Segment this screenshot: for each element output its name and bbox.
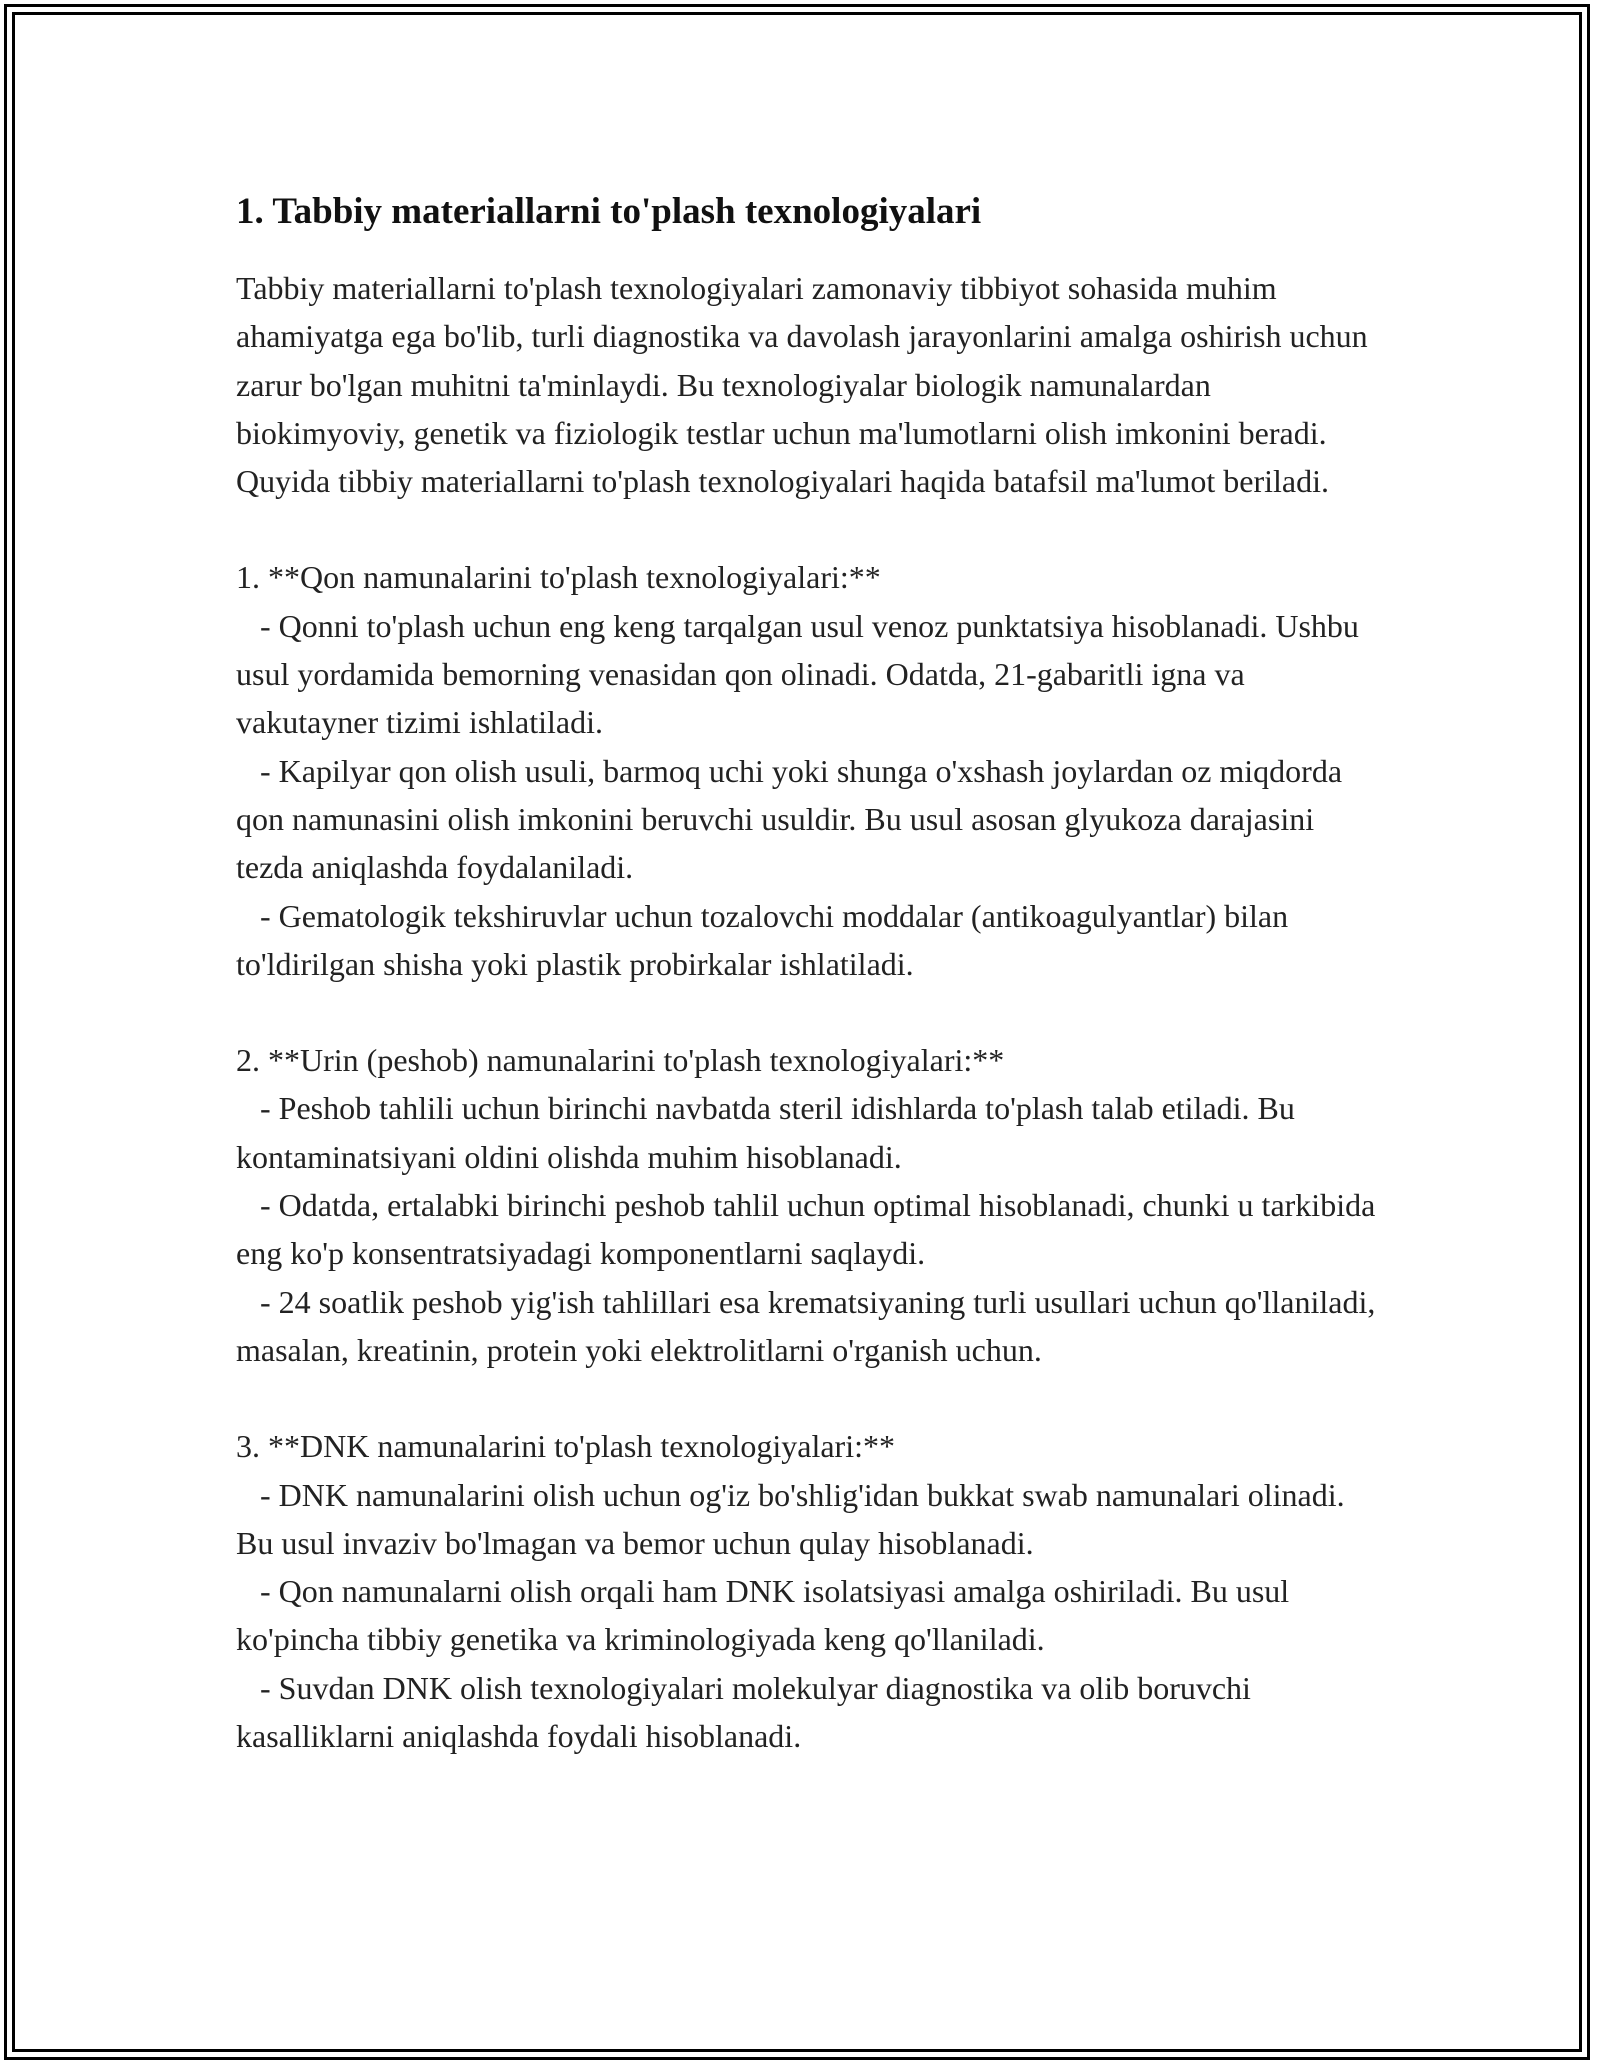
spacer bbox=[236, 505, 1386, 553]
spacer bbox=[236, 988, 1386, 1036]
list-title: 1. **Qon namunalarini to'plash texnologiyalari:** bbox=[236, 559, 881, 596]
list-title: 3. **DNK namunalarini to'plash texnologiyalari:** bbox=[236, 1428, 895, 1465]
list-item: - Kapilyar qon olish usuli, barmoq uchi yoki shunga o'xshash joylardan oz miqdorda qon namunasini olish imkonini beruvchi usuldir. Bu usul asosan glyukoza darajasini tezda aniqlashda foydalaniladi. bbox=[236, 752, 1351, 886]
list-item: - Peshob tahlili uchun birinchi navbatda steril idishlarda to'plash talab etiladi. Bu kontaminatsiyani oldini olishda muhim hisoblanadi. bbox=[236, 1090, 1303, 1175]
section-dna bbox=[236, 1422, 1386, 1760]
list-item: - Qonni to'plash uchun eng keng tarqalgan usul venoz punktatsiya hisoblanadi. Ushbu usul yordamida bemorning venasidan qon olinadi. Odatda, 21-gabaritli igna va vakutayner tizimi ishlatiladi. bbox=[236, 607, 1367, 741]
intro-paragraph: Tabbiy materiallarni to'plash texnologiyalari zamonaviy tibbiyot sohasida muhim ahamiyatga ega bo'lib, turli diagnostika va davolash jarayonlarini amalga oshirish uchun zarur bo'lgan muhitni ta'minlaydi. Bu texnologiyalar biologik namunalardan biokimyoviy, genetik va fiziologik testlar uchun ma'lumotlarni olish imkonini beradi. Quyida tibbiy materiallarni to'plash texnologiyalari haqida batafsil ma'lumot beriladi. bbox=[236, 270, 1376, 500]
list-item: - 24 soatlik peshob yig'ish tahlillari esa krematsiyaning turli usullari uchun qo'llaniladi, masalan, kreatinin, protein yoki elektrolitlarni o'rganish uchun. bbox=[236, 1283, 1384, 1368]
list-item: - DNK namunalarini olish uchun og'iz bo'shlig'idan bukkat swab namunalari olinadi. Bu usul invaziv bo'lmagan va bemor uchun qulay hisoblanadi. bbox=[236, 1476, 1353, 1561]
section-blood bbox=[236, 553, 1386, 988]
list-item: - Odatda, ertalabki birinchi peshob tahlil uchun optimal hisoblanadi, chunki u tarkibida eng ko'p konsentratsiyadagi komponentlarni saqlaydi. bbox=[236, 1187, 1384, 1272]
list-item: - Gematologik tekshiruvlar uchun tozalovchi moddalar (antikoagulyantlar) bilan to'ldirilgan shisha yoki plastik probirkalar ishlatiladi. bbox=[236, 897, 1297, 982]
section-heading: 1. Tabbiy materiallarni to'plash texnologiyalari bbox=[236, 191, 982, 232]
list-item: - Qon namunalarni olish orqali ham DNK isolatsiyasi amalga oshiriladi. Bu usul ko'pincha tibbiy genetika va kriminologiyada keng qo'llaniladi. bbox=[236, 1573, 1298, 1658]
section-urine bbox=[236, 1036, 1386, 1374]
list-title: 2. **Urin (peshob) namunalarini to'plash texnologiyalari:** bbox=[236, 1042, 1005, 1079]
list-item: - Suvdan DNK olish texnologiyalari molekulyar diagnostika va olib boruvchi kasalliklarni aniqlashda foydali hisoblanadi. bbox=[236, 1669, 1259, 1755]
spacer bbox=[236, 1374, 1386, 1422]
document-body bbox=[236, 188, 1386, 1760]
